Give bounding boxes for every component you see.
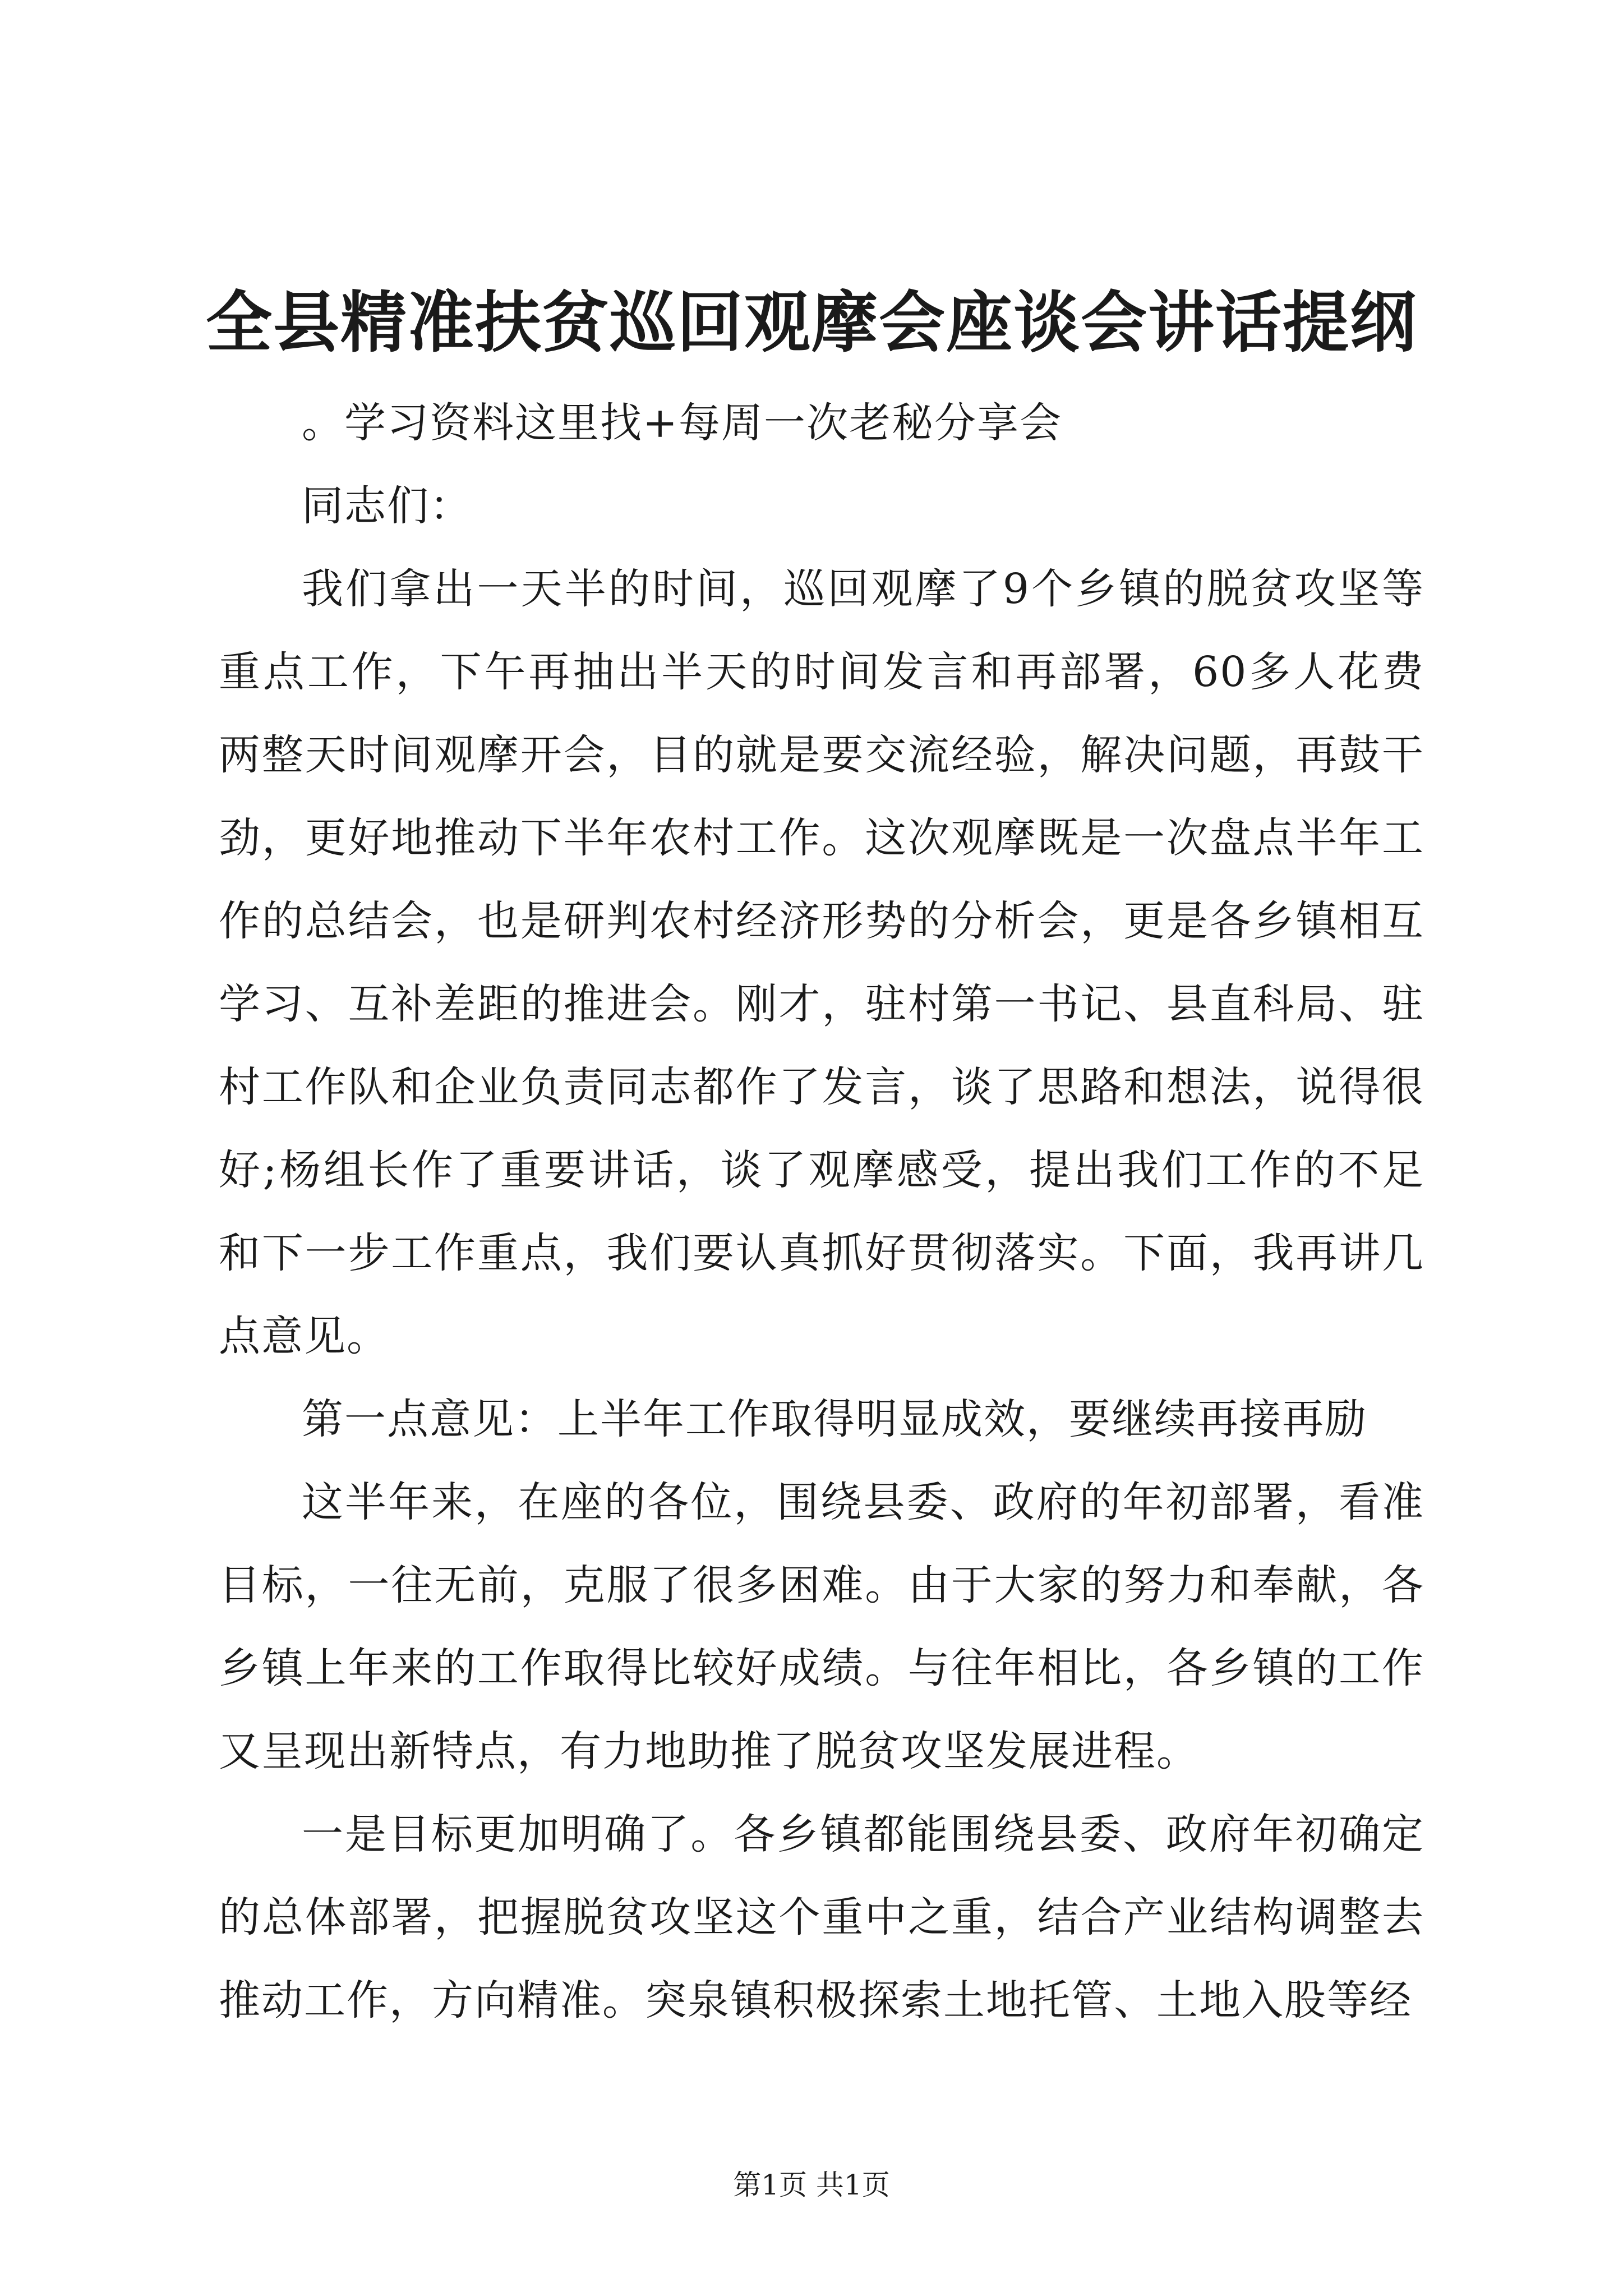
page-number-footer: 第1页 共1页 [733, 2169, 890, 2201]
paragraph-opening: 我们拿出一天半的时间，巡回观摩了9个乡镇的脱贫攻坚等重点工作，下午再抽出半天的时间发言和再部署，60多人花费两整天时间观摩开会，目的就是要交流经验，解决问题，再鼓干劲，更好地推动下半年农村工作。这次观摩既是一次盘点半年工作的总结会，也是研判农村经济形势的分析会，更是各乡镇相互学习、互补差距的推进会。刚才，驻村第一书记、县直科局、驻村工作队和企业负责同志都作了发言，谈了思路和想法，说得很好;杨组长作了重要讲话，谈了观摩感受，提出我们工作的不足和下一步工作重点，我们要认真抓好贯彻落实。下面，我再讲几点意见。 [219, 565, 1424, 1360]
paragraph-intro-note: 。学习资料这里找+每周一次老秘分享会 [302, 399, 1063, 447]
document-title: 全县精准扶贫巡回观摩会座谈会讲话提纲 [205, 283, 1417, 361]
paragraph-half-year-review: 这半年来，在座的各位，围绕县委、政府的年初部署，看准目标，一往无前，克服了很多困难。由于大家的努力和奉献，各乡镇上年来的工作取得比较好成绩。与往年相比，各乡镇的工作又呈现出新特点，有力地助推了脱贫攻坚发展进程。 [219, 1478, 1424, 1775]
paragraph-goals-clearer: 一是目标更加明确了。各乡镇都能围绕县委、政府年初确定的总体部署，把握脱贫攻坚这个重中之重，结合产业结构调整去推动工作，方向精准。突泉镇积极探索土地托管、土地入股等经 [219, 1810, 1424, 2024]
paragraph-salutation: 同志们： [302, 482, 472, 530]
paragraph-first-point-heading: 第一点意见：上半年工作取得明显成效，要继续再接再励 [302, 1395, 1367, 1443]
document-body [219, 381, 1424, 2042]
